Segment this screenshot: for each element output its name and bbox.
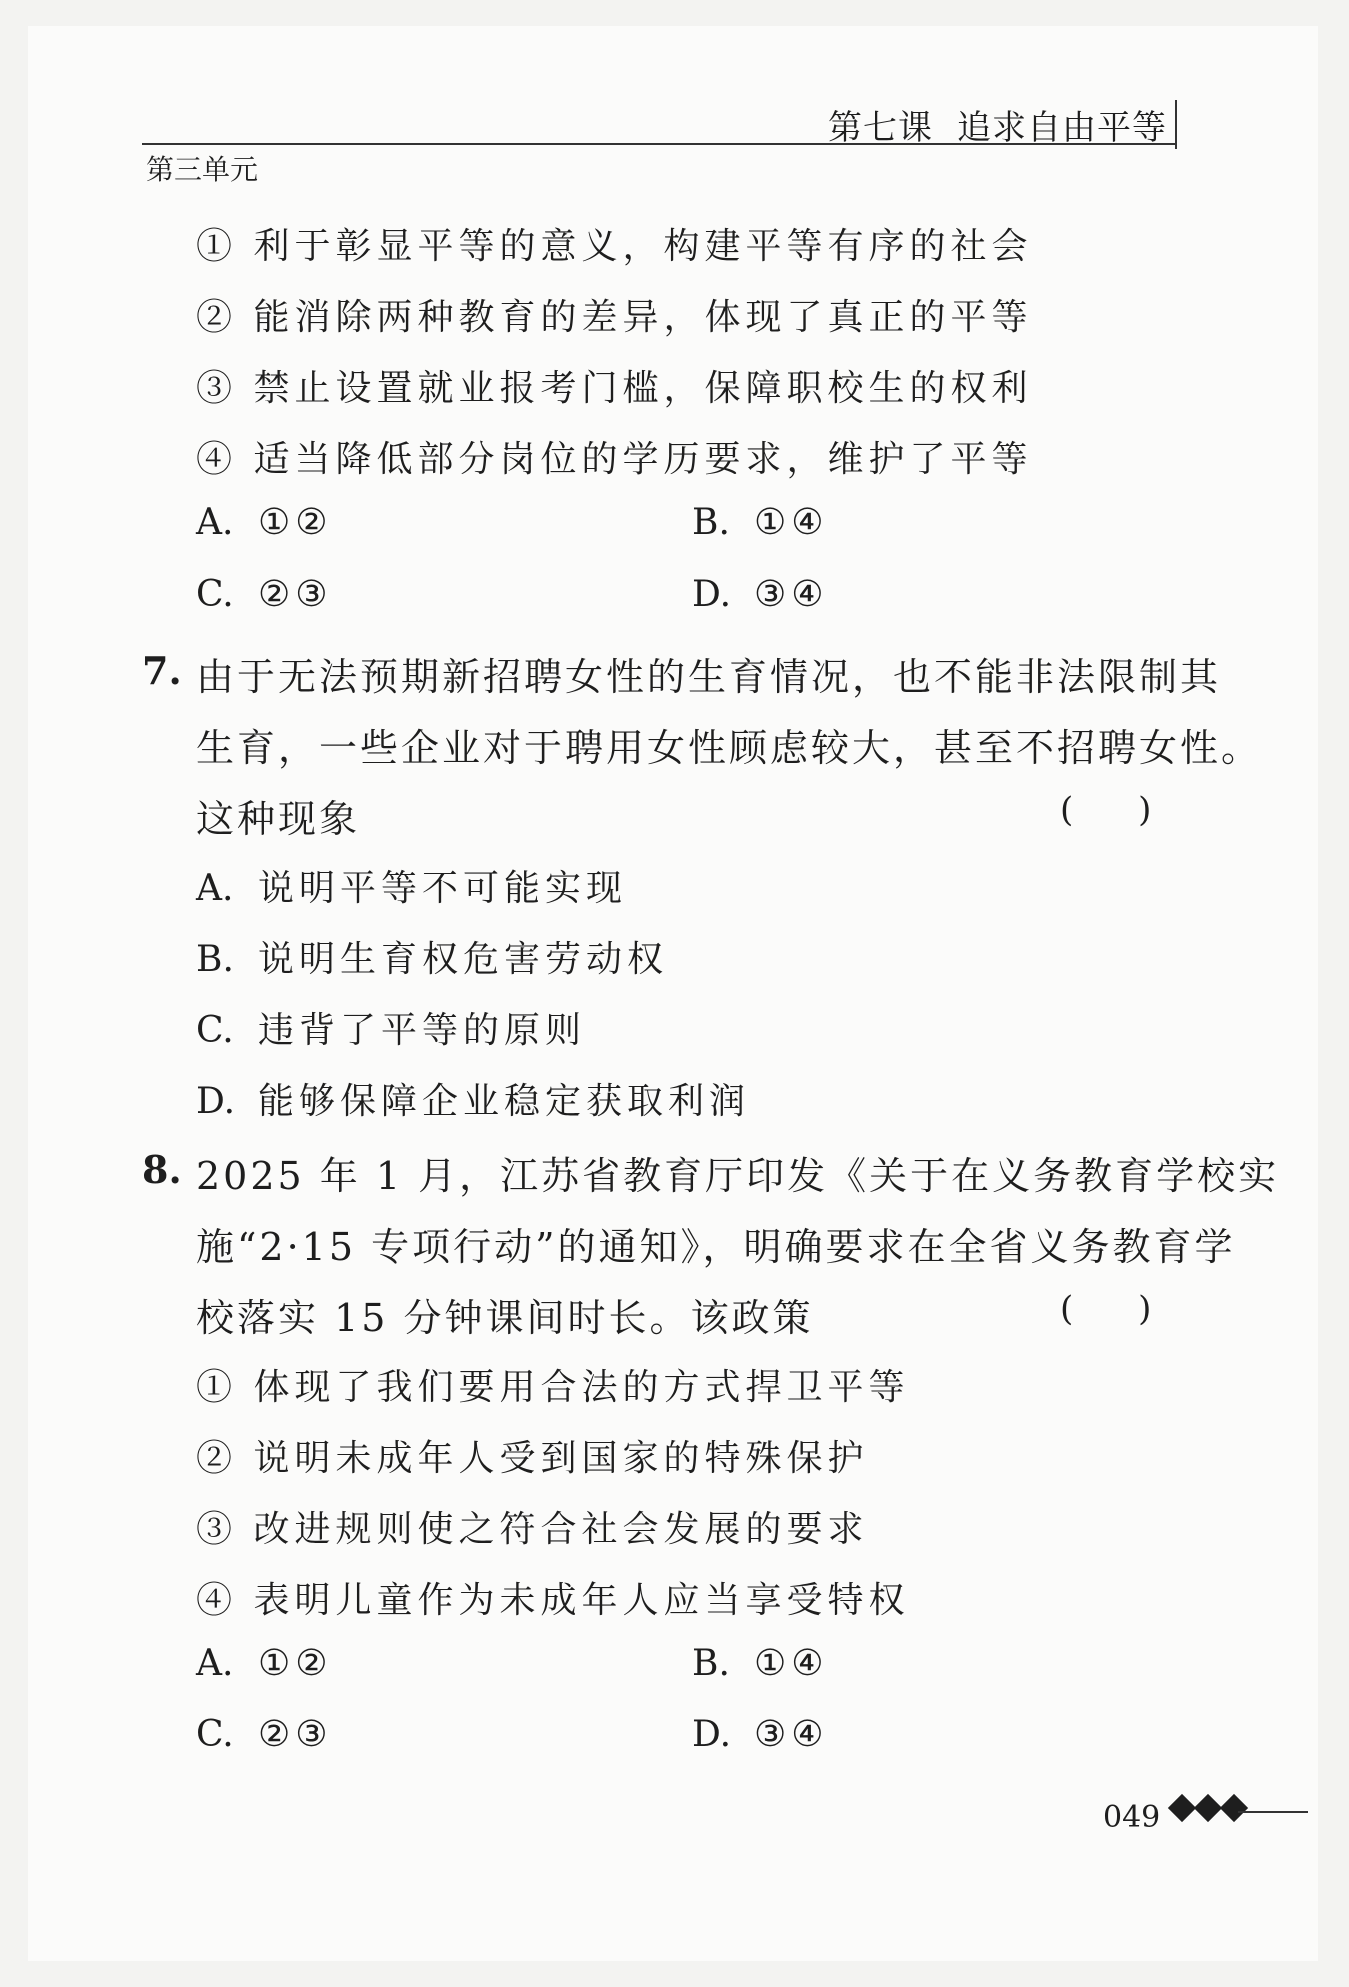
choice-letter: D. xyxy=(692,574,732,615)
q8-item-3: ③ 改进规则使之符合社会发展的要求 xyxy=(196,1509,869,1550)
choice-text: ③④ xyxy=(754,1714,829,1755)
choice-letter: A. xyxy=(196,502,234,543)
option-text: 说明生育权危害劳动权 xyxy=(258,939,669,980)
q6-item-2: ② 能消除两种教育的差异，体现了真正的平等 xyxy=(196,297,1033,338)
q6-choice-c[interactable] xyxy=(196,574,333,615)
option-letter: A. xyxy=(196,868,234,909)
q8-item-4: ④ 表明儿童作为未成年人应当享受特权 xyxy=(196,1580,910,1621)
q7-stem-line-1: 由于无法预期新招聘女性的生育情况，也不能非法限制其 xyxy=(196,655,1222,699)
choice-text: ①② xyxy=(258,1643,333,1684)
lesson-title: 追求自由平等 xyxy=(957,108,1167,148)
choice-letter: B. xyxy=(692,502,730,543)
q6-choice-d[interactable] xyxy=(692,574,829,615)
q7-option-a[interactable] xyxy=(196,860,627,911)
choice-letter: D. xyxy=(692,1714,732,1755)
q7-answer-blank[interactable]: ( ) xyxy=(1060,790,1152,830)
lesson-number: 第七课 xyxy=(828,108,933,148)
q8-item-1: ① 体现了我们要用合法的方式捍卫平等 xyxy=(196,1367,910,1408)
unit-label: 第三单元 xyxy=(146,153,259,186)
q7-option-c[interactable] xyxy=(196,1002,586,1053)
choice-letter: C. xyxy=(196,1714,234,1755)
choice-text: ①④ xyxy=(754,1643,829,1684)
q8-choice-d[interactable] xyxy=(692,1714,829,1755)
q8-item-2: ② 说明未成年人受到国家的特殊保护 xyxy=(196,1438,869,1479)
lesson-header xyxy=(828,100,1177,149)
q8-choice-b[interactable] xyxy=(692,1643,829,1684)
option-letter: D. xyxy=(196,1081,236,1122)
choice-text: ②③ xyxy=(258,574,333,615)
choice-text: ①② xyxy=(258,502,333,543)
q7-stem-line-2: 生育，一些企业对于聘用女性顾虑较大，甚至不招聘女性。 xyxy=(196,726,1263,770)
option-text: 能够保障企业稳定获取利润 xyxy=(258,1081,751,1122)
choice-letter: B. xyxy=(692,1643,730,1684)
q7-option-b[interactable] xyxy=(196,931,668,982)
page-number: 049 xyxy=(1103,1800,1161,1835)
q8-number: 8. xyxy=(142,1147,182,1192)
header-divider xyxy=(142,143,1177,145)
choice-text: ③④ xyxy=(754,574,829,615)
q8-choice-c[interactable] xyxy=(196,1714,333,1755)
option-letter: C. xyxy=(196,1010,234,1051)
q8-answer-blank[interactable]: ( ) xyxy=(1060,1289,1152,1329)
q7-option-d[interactable] xyxy=(196,1073,750,1124)
option-letter: B. xyxy=(196,939,234,980)
q7-stem-line-3: 这种现象 xyxy=(196,797,361,841)
option-text: 违背了平等的原则 xyxy=(258,1010,587,1051)
choice-text: ②③ xyxy=(258,1714,333,1755)
q8-stem-line-1: 2025 年 1 月，江苏省教育厅印发《关于在义务教育学校实 xyxy=(196,1154,1280,1198)
q6-choice-a[interactable] xyxy=(196,502,333,543)
q6-item-3: ③ 禁止设置就业报考门槛，保障职校生的权利 xyxy=(196,368,1033,409)
q8-stem-line-2: 施“2·15 专项行动”的通知》，明确要求在全省义务教育学 xyxy=(196,1225,1236,1269)
diamond-ornament-icon xyxy=(1172,1798,1250,1822)
choice-text: ①④ xyxy=(754,502,829,543)
q6-item-4: ④ 适当降低部分岗位的学历要求，维护了平等 xyxy=(196,439,1033,480)
q7-number: 7. xyxy=(142,648,182,693)
choice-letter: A. xyxy=(196,1643,234,1684)
q6-item-1: ① 利于彰显平等的意义，构建平等有序的社会 xyxy=(196,226,1033,267)
q8-stem-line-3: 校落实 15 分钟课间时长。该政策 xyxy=(196,1296,814,1340)
option-text: 说明平等不可能实现 xyxy=(258,868,628,909)
q6-choice-b[interactable] xyxy=(692,502,829,543)
choice-letter: C. xyxy=(196,574,234,615)
q8-choice-a[interactable] xyxy=(196,1643,333,1684)
footer-rule xyxy=(1238,1811,1308,1813)
